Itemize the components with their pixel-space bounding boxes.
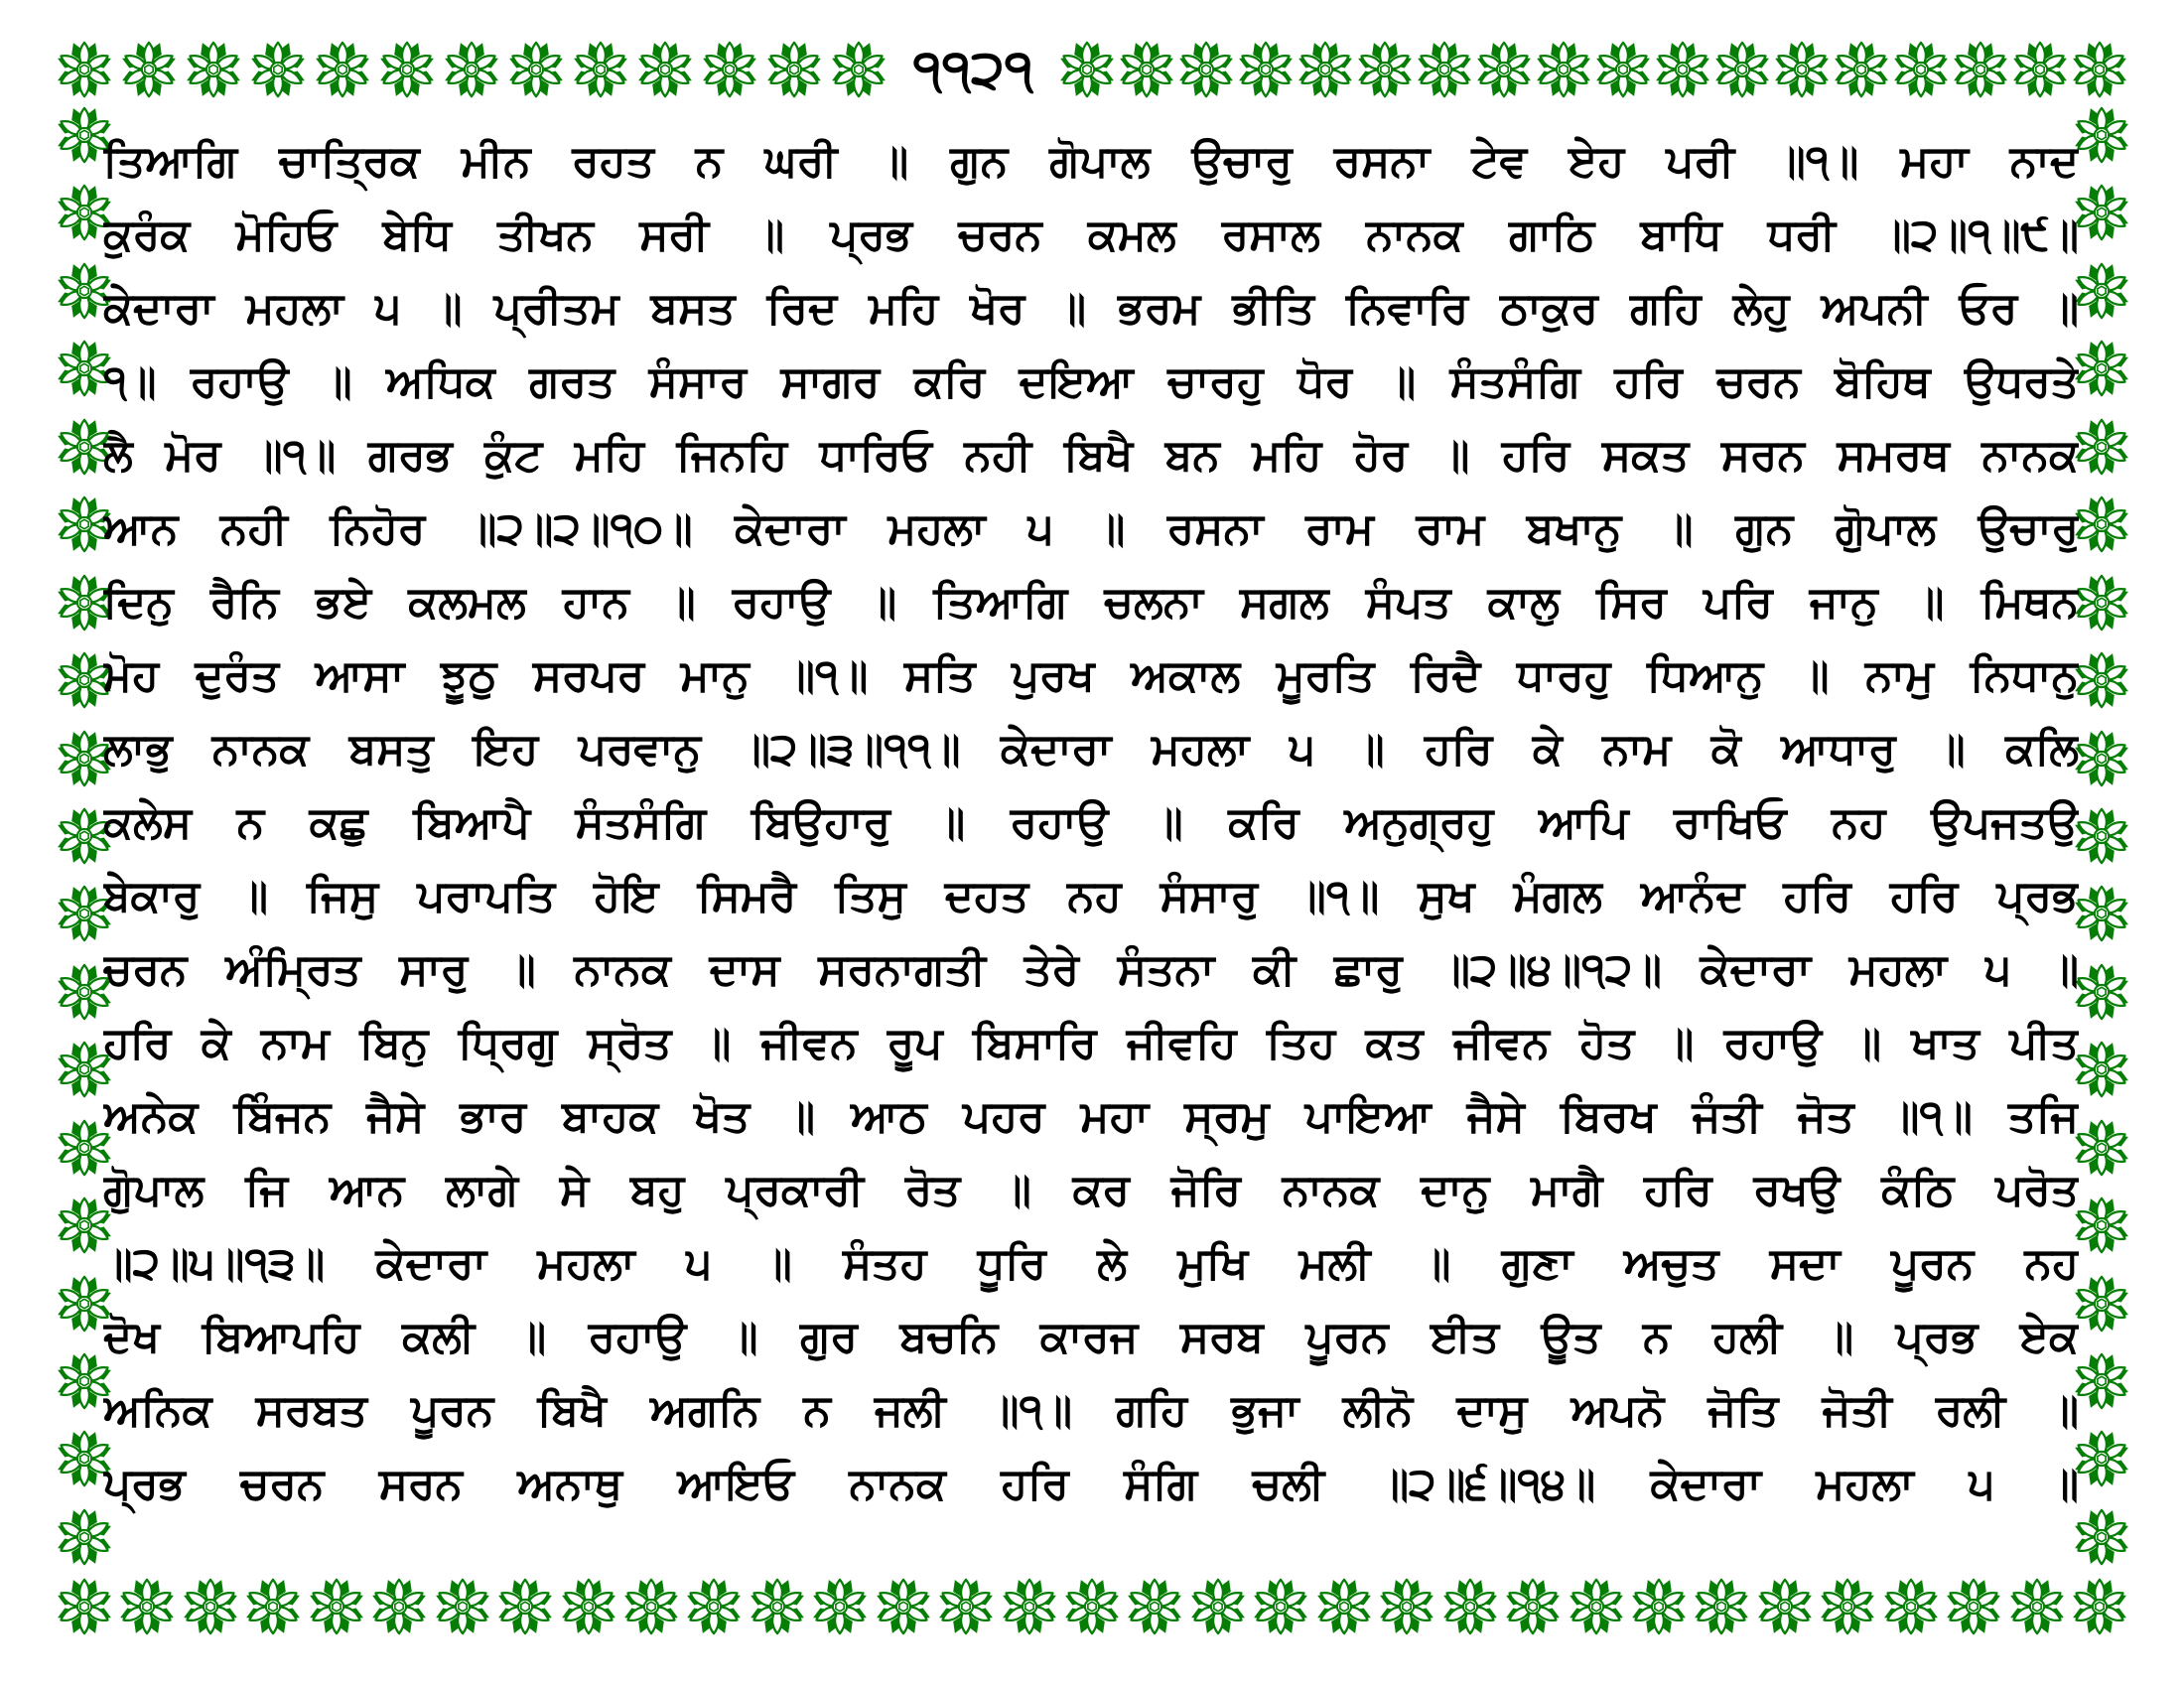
flower-icon [621,1577,681,1636]
flower-icon [1236,40,1296,99]
flower-icon [2010,40,2070,99]
flower-icon [55,1577,114,1636]
flower-icon [2072,1351,2131,1411]
flower-icon [2072,1507,2131,1567]
flower-icon [2072,494,2131,554]
gurbani-line: ਲਾਭੁ ਨਾਨਕ ਬਸਤੁ ਇਹ ਪਰਵਾਨੁ ॥੨॥੩॥੧੧॥ ਕੇਦਾਰਾ ਮਹਲਾ ੫ ॥ ਹਰਿ ਕੇ ਨਾਮ ਕੋ ਆਧਾਰੁ ॥ ਕਲਿ [103,724,2079,774]
flower-icon [495,1577,555,1636]
gurbani-line: ਪ੍ਰਭ ਚਰਨ ਸਰਨ ਅਨਾਥੁ ਆਇਓ ਨਾਨਕ ਹਰਿ ਸੰਗਿ ਚਲੀ ॥੨॥੬॥੧੪॥ ਕੇਦਾਰਾ ਮਹਲਾ ੫ ॥ [103,1459,2079,1509]
gurbani-line: ਹਰਿ ਕੇ ਨਾਮ ਬਿਨੁ ਧ੍ਰਿਗੁ ਸ੍ਰੋਤ ॥ ਜੀਵਨ ਰੂਪ ਬਿਸਾਰਿ ਜੀਵਹਿ ਤਿਹ ਕਤ ਜੀਵਨ ਹੋਤ ॥ ਰਹਾਉ ॥ ਖਾਤ ਪੀਤ [103,1018,2079,1068]
flower-icon [1629,1577,1689,1636]
gurbani-line: ਕਲੇਸ ਨ ਕਛੁ ਬਿਆਪੈ ਸੰਤਸੰਗਿ ਬਿਉਹਾਰੁ ॥ ਰਹਾਉ ॥ ਕਰਿ ਅਨੁਗ੍ਰਹੁ ਆਪਿ ਰਾਖਿਓ ਨਹ ਉਪਜਤਉ [103,797,2079,848]
border-bottom [55,1573,2129,1640]
gurbani-line: ॥੨॥੫॥੧੩॥ ਕੇਦਾਰਾ ਮਹਲਾ ੫ ॥ ਸੰਤਹ ਧੂਰਿ ਲੇ ਮੁਖਿ ਮਲੀ ॥ ਗੁਣਾ ਅਚੁਤ ਸਦਾ ਪੂਰਨ ਨਹ [103,1238,2079,1289]
gurbani-line: ਅਨੇਕ ਬਿੰਜਨ ਜੈਸੇ ਭਾਰ ਬਾਹਕ ਖੋਤ ॥ ਆਠ ਪਹਰ ਮਹਾ ਸ੍ਰਮੁ ਪਾਇਆ ਜੈਸੇ ਬਿਰਖ ਜੰਤੀ ਜੋਤ ॥੧॥ ਤਜਿ [103,1091,2079,1142]
flower-icon [748,1577,807,1636]
flower-icon [1296,40,1355,99]
flower-icon [1057,40,1117,99]
flower-icon [2072,105,2131,165]
scripture-text [103,125,2079,1521]
gurbani-line: ਬੇਕਾਰੁ ॥ ਜਿਸੁ ਪਰਾਪਤਿ ਹੋਇ ਸਿਮਰੈ ਤਿਸੁ ਦਹਤ ਨਹ ਸੰਸਾਰੁ ॥੧॥ ਸੁਖ ਮੰਗਲ ਆਨੰਦ ਹਰਿ ਹਰਿ ਪ੍ਰਭ [103,871,2079,921]
flower-icon [506,40,566,99]
flower-icon [1415,40,1474,99]
flower-icon [2072,962,2131,1022]
gurbani-line: ਚਰਨ ਅੰਮ੍ਰਿਤ ਸਾਰੁ ॥ ਨਾਨਕ ਦਾਸ ਸਰਨਾਗਤੀ ਤੇਰੇ ਸੰਤਨਾ ਕੀ ਛਾਰੁ ॥੨॥੪॥੧੨॥ ਕੇਦਾਰਾ ਮਹਲਾ ੫ ॥ [103,944,2079,995]
flower-icon [2072,417,2131,477]
flower-icon [559,1577,618,1636]
flower-icon [2072,573,2131,633]
flower-icon [635,40,695,99]
flower-icon [874,1577,933,1636]
flower-icon [764,40,824,99]
flower-icon [1944,1577,2003,1636]
gurbani-line: ਲੈ ਮੋਰ ॥੧॥ ਗਰਭ ਕੁੰਟ ਮਹਿ ਜਿਨਹਿ ਧਾਰਿਓ ਨਹੀ ਬਿਖੈ ਬਨ ਮਹਿ ਹੋਰ ॥ ਹਰਿ ਸਕਤ ਸਰਨ ਸਮਰਥ ਨਾਨਕ [103,430,2079,481]
top-border-flowers-left [55,40,888,99]
gurbani-line: ਮੋਹ ਦੁਰੰਤ ਆਸਾ ਝੂਠੁ ਸਰਪਰ ਮਾਨੁ ॥੧॥ ਸਤਿ ਪੁਰਖ ਅਕਾਲ ਮੂਰਤਿ ਰਿਦੈ ਧਾਰਹੁ ਧਿਆਨੁ ॥ ਨਾਮੁ ਨਿਧਾਨੁ [103,650,2079,701]
gurbani-line: ਤਿਆਗਿ ਚਾਤ੍ਰਿਕ ਮੀਨ ਰਹਤ ਨ ਘਰੀ ॥ ਗੁਨ ਗੋਪਾਲ ਉਚਾਰੁ ਰਸਨਾ ਟੇਵ ਏਹ ਪਰੀ ॥੧॥ ਮਹਾ ਨਾਦ [103,136,2079,187]
flower-icon [1314,1577,1374,1636]
flower-icon [2072,183,2131,242]
flower-icon [1000,1577,1059,1636]
flower-icon [1377,1577,1436,1636]
flower-icon [1653,40,1712,99]
flower-icon [700,40,759,99]
flower-icon [1355,40,1415,99]
flower-icon [2072,1040,2131,1099]
flower-icon [1534,40,1593,99]
flower-icon [1188,1577,1248,1636]
flower-icon [1567,1577,1626,1636]
flower-icon [2072,806,2131,866]
flower-icon [1951,40,2010,99]
flower-icon [307,1577,366,1636]
gurbani-line: ੧॥ ਰਹਾਉ ॥ ਅਧਿਕ ਗਰਤ ਸੰਸਾਰ ਸਾਗਰ ਕਰਿ ਦਇਆ ਚਾਰਹੁ ਧੋਰ ॥ ਸੰਤਸੰਗਿ ਹਰਿ ਚਰਨ ਬੋਹਿਥ ਉਧਰਤੇ [103,356,2079,407]
flower-icon [313,40,372,99]
gurbani-line: ਕੁਰੰਕ ਮੋਹਿਓ ਬੇਧਿ ਤੀਖਨ ਸਰੀ ॥ ਪ੍ਰਭ ਚਰਨ ਕਮਲ ਰਸਾਲ ਨਾਨਕ ਗਾਠਿ ਬਾਧਿ ਧਰੀ ॥੨॥੧॥੯॥ [103,210,2079,260]
flower-icon [1176,40,1236,99]
flower-icon [1891,40,1951,99]
flower-icon [1755,1577,1815,1636]
flower-icon [2070,1577,2129,1636]
flower-icon [369,1577,429,1636]
flower-icon [248,40,308,99]
flower-icon [2070,40,2129,99]
flower-icon [1474,40,1534,99]
flower-icon [2072,1274,2131,1334]
flower-icon [1818,1577,1877,1636]
flower-icon [184,40,243,99]
flower-icon [571,40,630,99]
flower-icon [2072,1118,2131,1178]
flower-icon [181,1577,240,1636]
flower-icon [2007,1577,2067,1636]
flower-icon [119,40,179,99]
flower-icon [1772,40,1832,99]
gurbani-line: ਦੋਖ ਬਿਆਪਹਿ ਕਲੀ ॥ ਰਹਾਉ ॥ ਗੁਰ ਬਚਨਿ ਕਾਰਜ ਸਰਬ ਪੂਰਨ ਈਤ ਊਤ ਨ ਹਲੀ ॥ ਪ੍ਰਭ ਏਕ [103,1312,2079,1362]
flower-icon [1503,1577,1563,1636]
flower-icon [243,1577,303,1636]
flower-icon [433,1577,492,1636]
flower-icon [936,1577,996,1636]
border-top [55,36,2129,103]
flower-icon [1117,40,1176,99]
flower-icon [810,1577,870,1636]
flower-icon [2072,339,2131,398]
flower-icon [1440,1577,1500,1636]
gurbani-line: ਆਨ ਨਹੀ ਨਿਹੋਰ ॥੨॥੨॥੧੦॥ ਕੇਦਾਰਾ ਮਹਲਾ ੫ ॥ ਰਸਨਾ ਰਾਮ ਰਾਮ ਬਖਾਨੁ ॥ ਗੁਨ ਗੁੋਪਾਲ ਉਚਾਰੁ [103,503,2079,554]
flower-icon [1832,40,1891,99]
flower-icon [1251,1577,1310,1636]
flower-icon [829,40,888,99]
flower-icon [2072,729,2131,788]
flower-icon [1125,1577,1184,1636]
gurbani-line: ਗੁੋਪਾਲ ਜਿ ਆਨ ਲਾਗੇ ਸੇ ਬਹੁ ਪ੍ਰਕਾਰੀ ਰੋਤ ॥ ਕਰ ਜੋਰਿ ਨਾਨਕ ਦਾਨੁ ਮਾਗੈ ਹਰਿ ਰਖਉ ਕੰਠਿ ਪਰੋਤ [103,1165,2079,1215]
flower-icon [2072,884,2131,943]
flower-icon [117,1577,177,1636]
flower-icon [1062,1577,1122,1636]
flower-icon [684,1577,744,1636]
flower-icon [1692,1577,1751,1636]
flower-icon [1593,40,1653,99]
flower-icon [2072,1429,2131,1488]
gurbani-line: ਦਿਨੁ ਰੈਨਿ ਭਏ ਕਲਮਲ ਹਾਨ ॥ ਰਹਾਉ ॥ ਤਿਆਗਿ ਚਲਨਾ ਸਗਲ ਸੰਪਤ ਕਾਲੁ ਸਿਰ ਪਰਿ ਜਾਨੁ ॥ ਮਿਥਨ [103,577,2079,628]
flower-icon [1712,40,1772,99]
flower-icon [377,40,437,99]
flower-icon [55,40,114,99]
flower-icon [2072,650,2131,710]
flower-icon [442,40,501,99]
top-border-flowers-right [1057,40,2129,99]
flower-icon [2072,261,2131,321]
page-number: ੧੧੨੧ [912,38,1033,100]
gurbani-line: ਅਨਿਕ ਸਰਬਤ ਪੂਰਨ ਬਿਖੈ ਅਗਨਿ ਨ ਜਲੀ ॥੧॥ ਗਹਿ ਭੁਜਾ ਲੀਨੋ ਦਾਸੁ ਅਪਨੋ ਜੋਤਿ ਜੋਤੀ ਰਲੀ ॥ [103,1385,2079,1436]
flower-icon [2072,1196,2131,1255]
gurbani-line: ਕੇਦਾਰਾ ਮਹਲਾ ੫ ॥ ਪ੍ਰੀਤਮ ਬਸਤ ਰਿਦ ਮਹਿ ਖੋਰ ॥ ਭਰਮ ਭੀਤਿ ਨਿਵਾਰਿ ਠਾਕੁਰ ਗਹਿ ਲੇਹੁ ਅਪਨੀ ਓਰ ॥ [103,283,2079,334]
flower-icon [1881,1577,1941,1636]
